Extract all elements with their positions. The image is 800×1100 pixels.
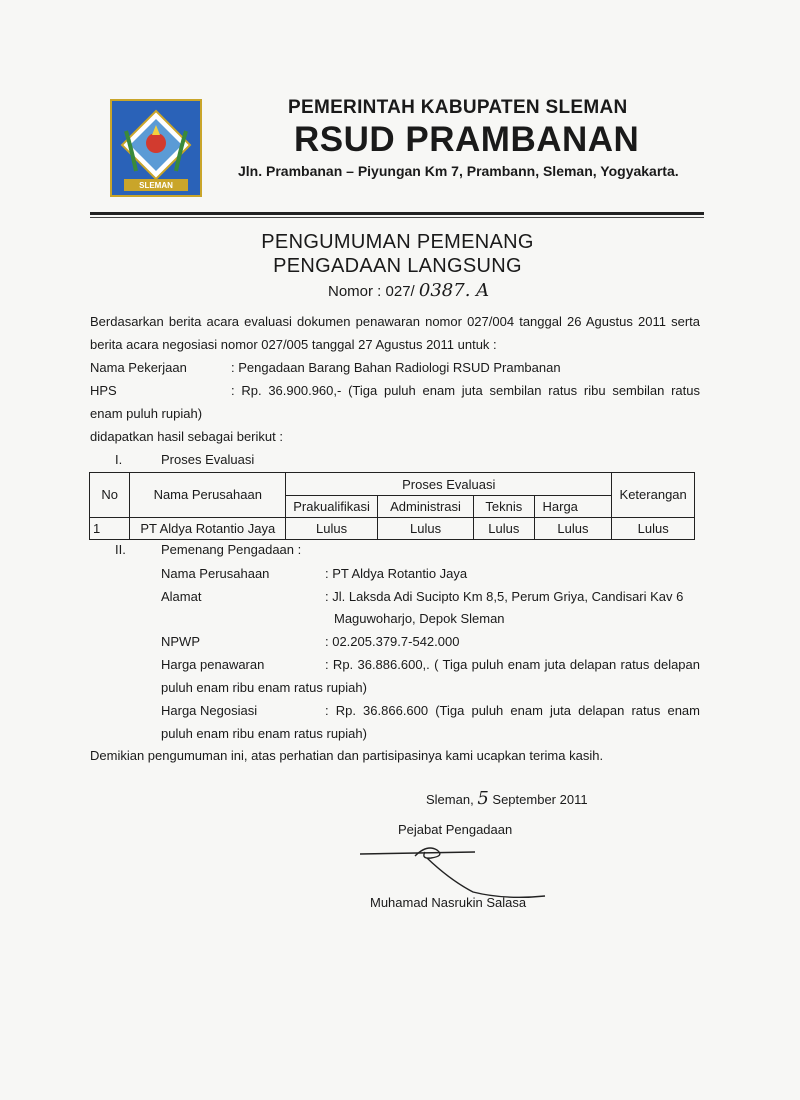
header-rule-thin xyxy=(90,217,704,218)
offer-price-value-1: : Rp. 36.886.600,. ( Tiga puluh enam juta delapan ratus delapan xyxy=(325,657,700,672)
table-cell-prakualifikasi: Lulus xyxy=(286,517,378,539)
negotiated-price-label: Harga Negosiasi xyxy=(161,703,258,718)
header-rule xyxy=(90,212,704,215)
table-subheader-harga: Harga xyxy=(534,496,612,517)
table-subheader-prakualifikasi: Prakualifikasi xyxy=(286,496,378,517)
intro-line-2: berita acara negosiasi nomor 027/005 tanggal 27 Agustus 2011 untuk : xyxy=(90,337,497,352)
table-subheader-teknis: Teknis xyxy=(474,496,534,517)
signature-place: Sleman, xyxy=(426,792,474,807)
job-name-label: Nama Pekerjaan xyxy=(90,360,187,375)
sleman-regency-logo xyxy=(110,99,202,197)
signature-date xyxy=(426,788,588,811)
winner-company-value: : PT Aldya Rotantio Jaya xyxy=(325,566,468,581)
signature-day-handwritten: 5 xyxy=(477,788,489,809)
announcement-title: PENGUMUMAN PEMENANG xyxy=(261,231,534,253)
hps-label: HPS xyxy=(90,383,117,398)
table-row xyxy=(90,517,695,539)
winner-address-value-1: : Jl. Laksda Adi Sucipto Km 8,5, Perum Griya, Candisari Kav 6 xyxy=(325,589,684,604)
table-header-notes: Keterangan xyxy=(612,473,695,518)
section-1-number: I. xyxy=(115,452,123,467)
hospital-address: Jln. Prambanan – Piyungan Km 7, Prambann, Sleman, Yogyakarta. xyxy=(238,163,679,179)
document-number xyxy=(328,280,489,301)
npwp-label: NPWP xyxy=(161,634,200,649)
table-header-process: Proses Evaluasi xyxy=(286,473,612,496)
job-name-value: : Pengadaan Barang Bahan Radiologi RSUD Prambanan xyxy=(231,360,561,375)
hps-value-line-2: enam puluh rupiah) xyxy=(90,406,203,421)
table-cell-no: 1 xyxy=(90,517,130,539)
signature-role: Pejabat Pengadaan xyxy=(398,822,513,837)
offer-price-value-2: puluh enam ribu enam ratus rupiah) xyxy=(161,680,367,695)
table-cell-harga: Lulus xyxy=(534,517,612,539)
table-header-no: No xyxy=(90,473,130,518)
offer-price-label: Harga penawaran xyxy=(161,657,265,672)
hospital-name: RSUD PRAMBANAN xyxy=(294,120,640,159)
table-subheader-administrasi: Administrasi xyxy=(377,496,473,517)
section-1-title: Proses Evaluasi xyxy=(161,452,255,467)
table-cell-company: PT Aldya Rotantio Jaya xyxy=(130,517,286,539)
section-2-title: Pemenang Pengadaan : xyxy=(161,542,302,557)
announcement-subtitle: PENGADAAN LANGSUNG xyxy=(273,255,522,277)
winner-company-label: Nama Perusahaan xyxy=(161,566,270,581)
table-cell-administrasi: Lulus xyxy=(377,517,473,539)
document-number-label: Nomor : 027/ xyxy=(328,283,415,300)
winner-address-value-2: Maguwoharjo, Depok Sleman xyxy=(334,611,505,626)
table-cell-teknis: Lulus xyxy=(474,517,534,539)
result-intro: didapatkan hasil sebagai berikut : xyxy=(90,429,283,444)
intro-line-1: Berdasarkan berita acara evaluasi dokumen penawaran nomor 027/004 tanggal 26 Agustus 2011 serta xyxy=(90,314,700,329)
government-name: PEMERINTAH KABUPATEN SLEMAN xyxy=(288,97,628,118)
winner-address-label: Alamat xyxy=(161,589,202,604)
table-header-company: Nama Perusahaan xyxy=(130,473,286,518)
npwp-value: : 02.205.379.7-542.000 xyxy=(325,634,460,649)
document-number-handwritten: 0387. A xyxy=(418,280,490,301)
evaluation-table xyxy=(89,472,695,540)
negotiated-price-value-1: : Rp. 36.866.600 (Tiga puluh enam juta delapan ratus enam xyxy=(325,703,700,718)
logo-label: SLEMAN xyxy=(139,181,173,190)
section-2-number: II. xyxy=(115,542,126,557)
closing-statement: Demikian pengumuman ini, atas perhatian dan partisipasinya kami ucapkan terima kasih. xyxy=(90,748,604,763)
hps-value-line-1: : Rp. 36.900.960,- (Tiga puluh enam juta sembilan ratus ribu sembilan ratus xyxy=(231,383,700,398)
signature-month-year: September 2011 xyxy=(492,792,588,807)
signature-name: Muhamad Nasrukin Salasa xyxy=(370,895,527,910)
negotiated-price-value-2: puluh enam ribu enam ratus rupiah) xyxy=(161,726,367,741)
table-cell-notes: Lulus xyxy=(612,517,695,539)
